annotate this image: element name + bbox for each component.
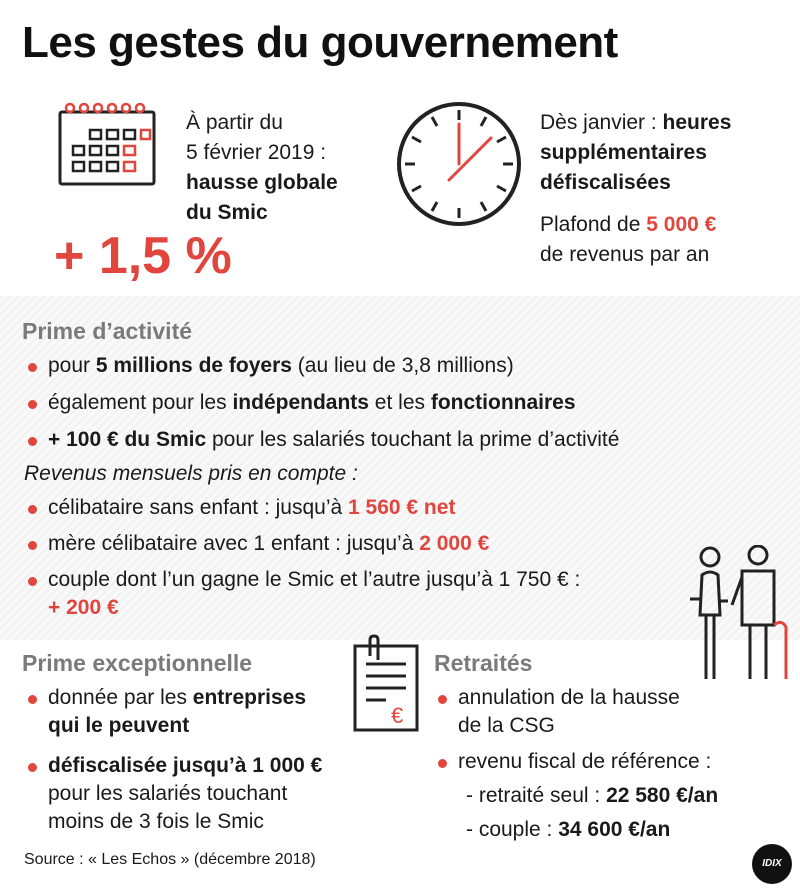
overtime-block	[540, 108, 731, 270]
retraites-couple: - couple : 34 600 €/an	[466, 818, 671, 841]
revenu-bullet-1: célibataire sans enfant : jusqu’à 1 560 € net	[26, 494, 455, 522]
retraites-seul: - retraité seul : 22 580 €/an	[466, 784, 719, 807]
smic-line3: hausse globale	[186, 171, 338, 194]
prime-activite-title: Prime d’activité	[22, 318, 193, 344]
retraites-bullet-2: revenu fiscal de référence :	[436, 748, 711, 776]
overtime-line1-prefix: Dès janvier :	[540, 111, 663, 134]
smic-line1: À partir du	[186, 111, 283, 134]
retraites-title: Retraités	[434, 650, 533, 676]
elderly-couple-icon	[688, 545, 792, 687]
overtime-cap-prefix: Plafond de	[540, 213, 647, 236]
overtime-cap-value: 5 000 €	[646, 213, 717, 236]
overtime-line3: défiscalisées	[540, 171, 671, 194]
prime-exceptionnelle-bullet-1: donnée par les entreprises qui le peuvent	[26, 684, 306, 740]
revenu-bullet-3: couple dont l’un gagne le Smic et l’autre jusqu’à 1 750 € : + 200 €	[26, 566, 580, 622]
source-note: Source : « Les Echos » (décembre 2018)	[24, 851, 316, 868]
document-euro-symbol: €	[391, 703, 404, 728]
smic-line4: du Smic	[186, 201, 268, 224]
smic-block	[186, 108, 338, 228]
revenu-bullet-2: mère célibataire avec 1 enfant : jusqu’à 2 000 €	[26, 530, 489, 558]
prime-exceptionnelle-bullet-2: défiscalisée jusqu’à 1 000 € pour les salariés touchant moins de 3 fois le Smic	[26, 752, 322, 836]
overtime-line2: supplémentaires	[540, 141, 707, 164]
idix-badge: IDIX	[752, 844, 792, 884]
smic-increase-value: + 1,5 %	[54, 227, 232, 285]
calendar-icon	[52, 98, 162, 194]
prime-activite-bullet-1: pour 5 millions de foyers (au lieu de 3,8 millions)	[26, 352, 514, 380]
overtime-line1-bold: heures	[662, 111, 732, 134]
clock-icon	[393, 98, 525, 230]
page-title: Les gestes du gouvernement	[22, 18, 618, 67]
smic-line2: 5 février 2019 :	[186, 141, 327, 164]
prime-activite-bullet-3: + 100 € du Smic pour les salariés touchant la prime d’activité	[26, 426, 619, 454]
prime-activite-bullet-2: également pour les indépendants et les fonctionnaires	[26, 389, 576, 417]
revenus-label: Revenus mensuels pris en compte :	[24, 462, 358, 485]
document-euro-icon	[350, 634, 422, 734]
overtime-cap-suffix: de revenus par an	[540, 243, 710, 266]
prime-exceptionnelle-title: Prime exceptionnelle	[22, 650, 253, 676]
retraites-bullet-1: annulation de la hausse de la CSG	[436, 684, 680, 740]
